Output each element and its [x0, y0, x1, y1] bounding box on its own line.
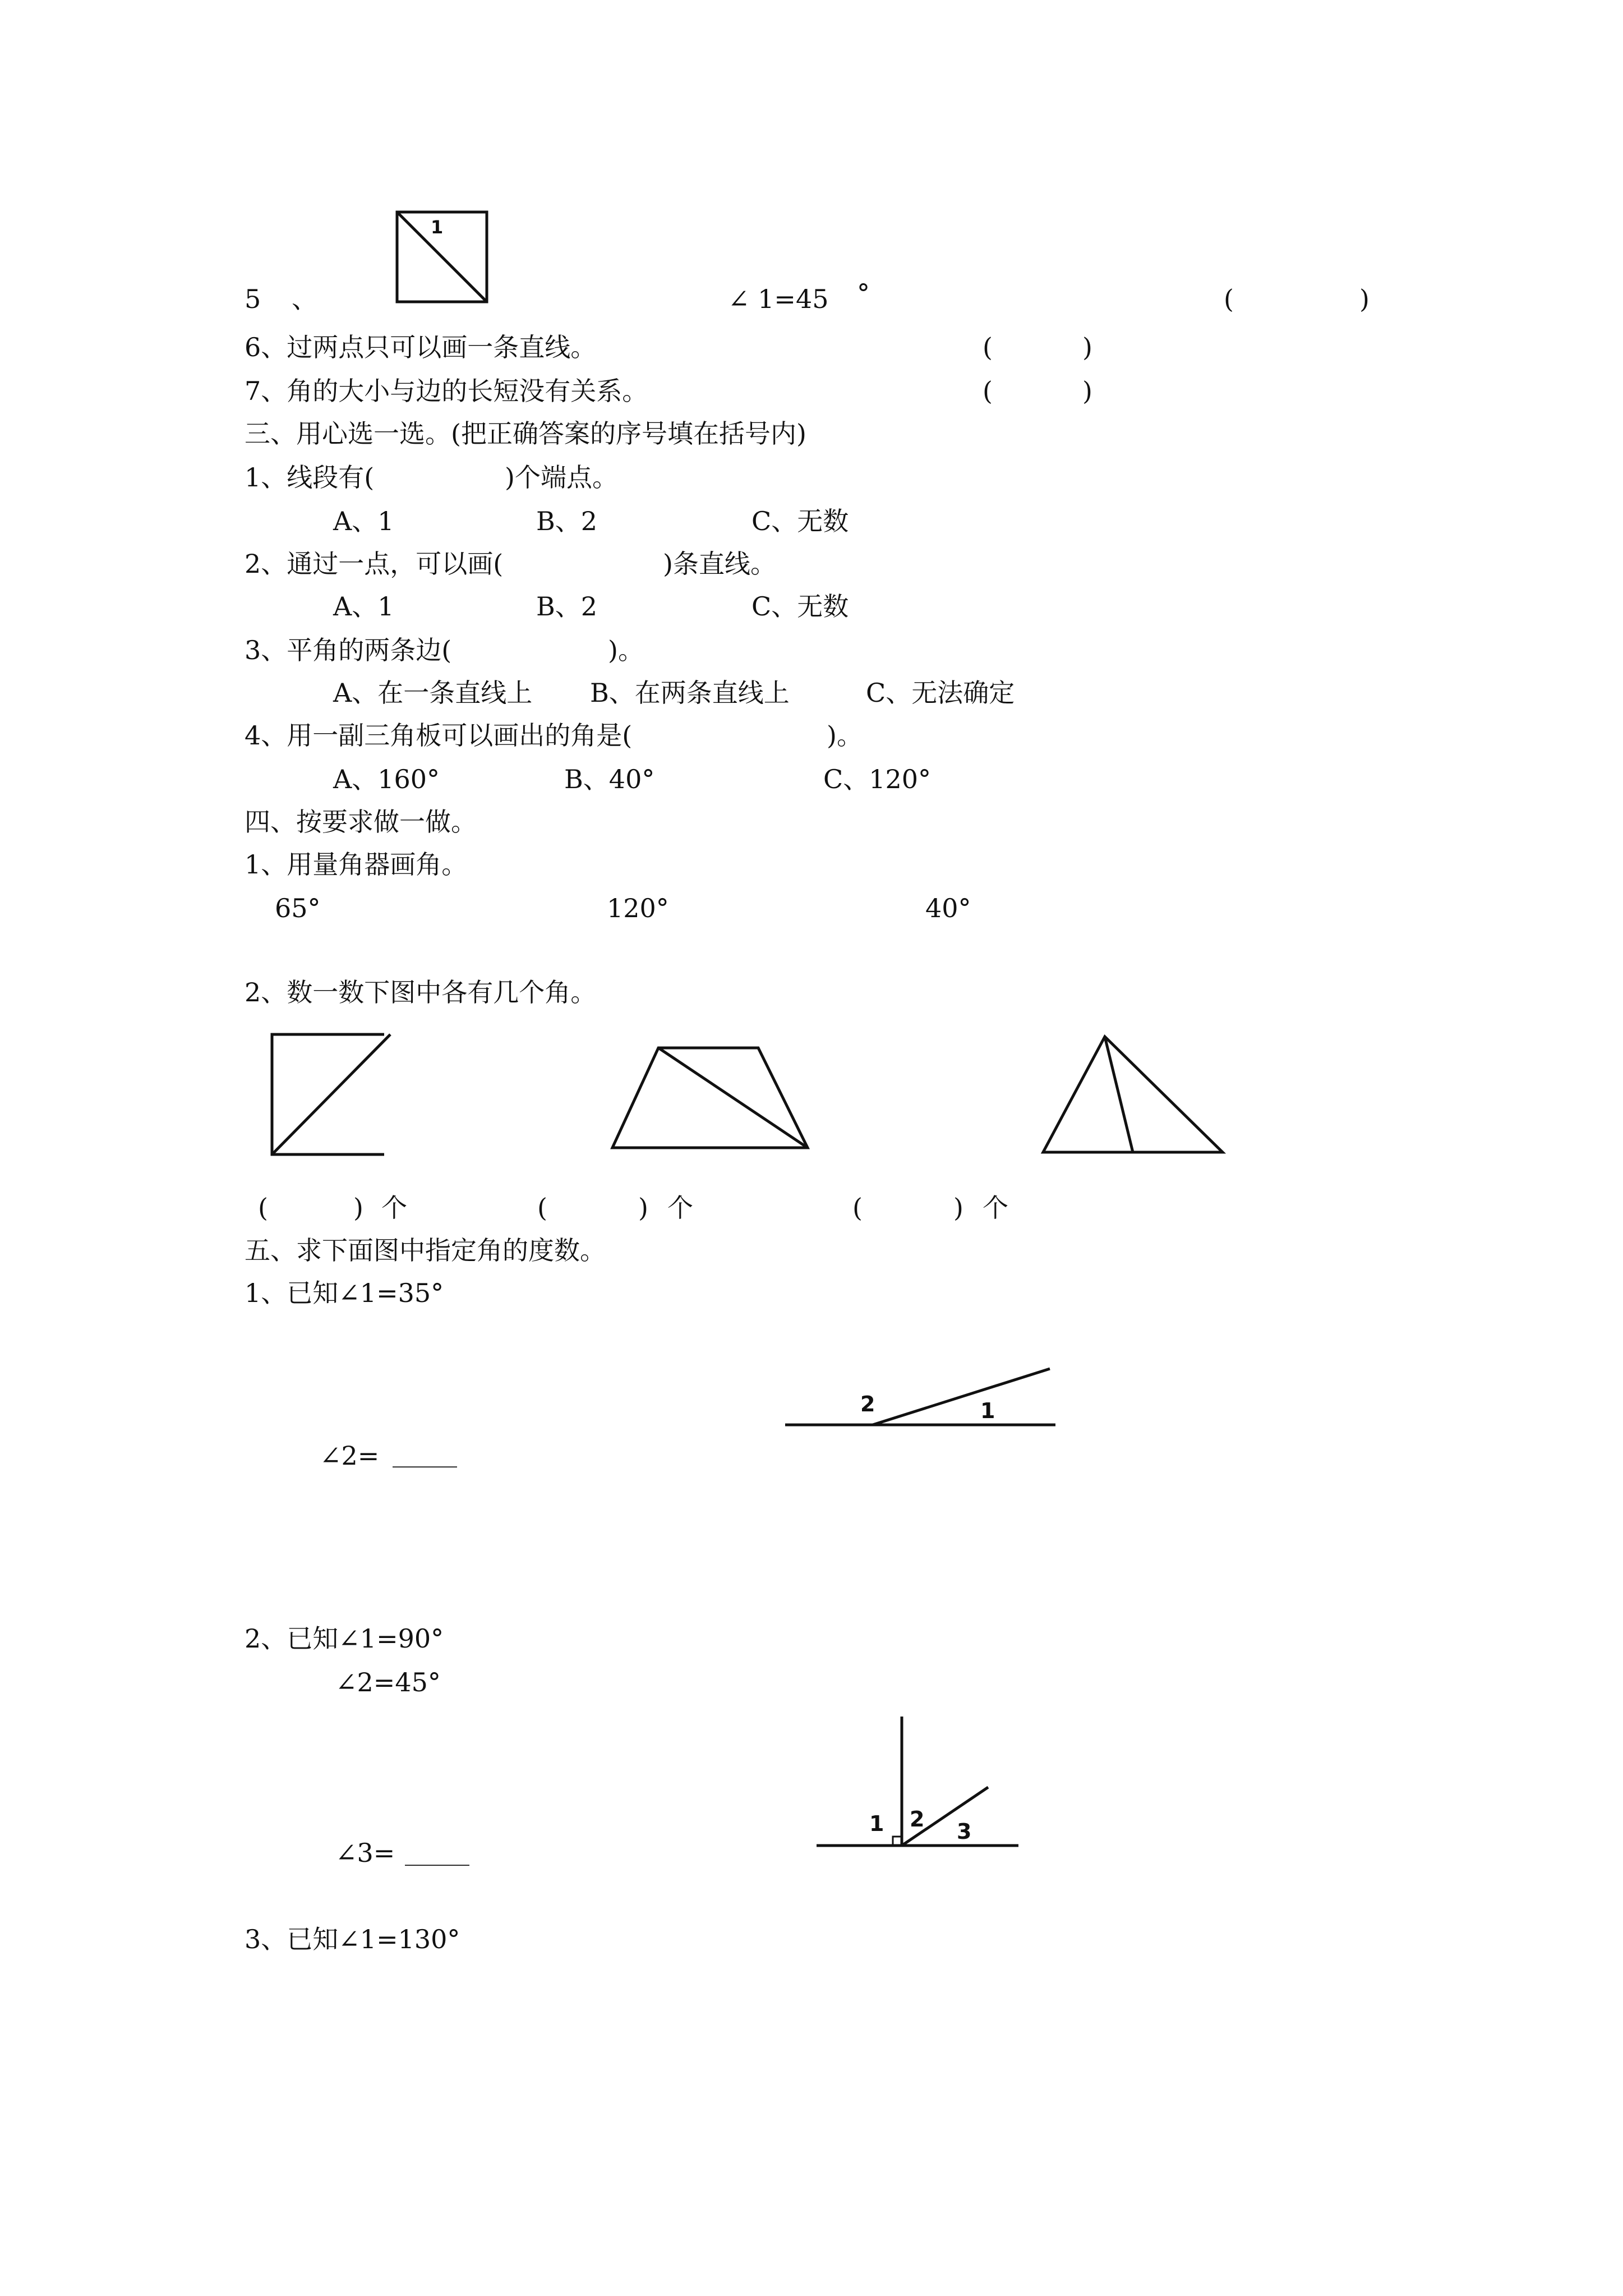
- s5-q2-figure: [813, 1713, 1026, 1853]
- s5-q2-given: 2、已知∠1=90°: [245, 1623, 444, 1654]
- s5-q1-ray: [873, 1369, 1050, 1425]
- s4-fig3-cevian: [1105, 1037, 1133, 1152]
- s4-q2-answer2-close[interactable]: ): [638, 1193, 648, 1223]
- s4-q2-answer1-unit: 个: [381, 1193, 407, 1223]
- s5-q2-ask: ∠3=: [335, 1838, 395, 1868]
- q5-number: 5: [245, 284, 261, 314]
- s5-q1-label-2: 2: [860, 1392, 875, 1416]
- s3-q1-option-c[interactable]: C、无数: [751, 506, 849, 536]
- s4-figure-triangle: [1039, 1032, 1229, 1159]
- s3-q2-option-c[interactable]: C、无数: [751, 591, 849, 622]
- s4-q2-text: 2、数一数下图中各有几个角。: [245, 977, 597, 1007]
- s3-q4-option-c[interactable]: C、120°: [823, 764, 931, 794]
- s4-q2-answer3-unit: 个: [983, 1193, 1008, 1223]
- s3-q4-stem-start: 4、用一副三角板可以画出的角是(: [245, 720, 633, 751]
- q6-answer-paren-open[interactable]: (: [983, 332, 993, 362]
- s4-fig3-outline: [1043, 1037, 1223, 1152]
- s3-q1-stem-start: 1、线段有(: [245, 462, 375, 493]
- s5-q1-figure: [783, 1362, 1058, 1435]
- s5-q3-given: 3、已知∠1=130°: [245, 1924, 460, 1954]
- s4-q1-angle-40: 40°: [925, 893, 971, 923]
- s5-q2-label-2: 2: [910, 1807, 925, 1832]
- s3-q1-option-a[interactable]: A、1: [333, 506, 394, 536]
- s4-q2-answer2-open[interactable]: (: [537, 1193, 547, 1223]
- s3-q2-stem-start: 2、通过一点，可以画(: [245, 549, 504, 579]
- s5-q2-label-3: 3: [957, 1819, 972, 1844]
- q5-degree: °: [857, 278, 870, 309]
- s4-q2-answer2-unit: 个: [667, 1193, 693, 1223]
- section4-heading: 四、按要求做一做。: [245, 807, 477, 837]
- q5-separator: 、: [292, 284, 317, 314]
- s3-q3-option-b[interactable]: B、在两条直线上: [590, 678, 790, 708]
- q5-statement: ∠ 1=45: [728, 284, 829, 314]
- s3-q2-option-a[interactable]: A、1: [333, 591, 394, 622]
- s4-figure-square-diagonal: [264, 1030, 398, 1162]
- s4-fig2-outline: [612, 1048, 808, 1148]
- q6-statement: 6、过两点只可以画一条直线。: [245, 332, 597, 362]
- section5-heading: 五、求下面图中指定角的度数。: [245, 1235, 606, 1266]
- s4-fig2-diagonal: [658, 1048, 808, 1148]
- q7-answer-paren-open[interactable]: (: [983, 376, 993, 406]
- s3-q1-stem-end: )个端点。: [505, 462, 618, 493]
- s4-figure-trapezoid: [607, 1043, 814, 1156]
- s3-q2-stem-end: )条直线。: [663, 549, 776, 579]
- s4-q2-answer1-open[interactable]: (: [258, 1193, 268, 1223]
- s5-q1-answer-blank[interactable]: _____: [393, 1437, 457, 1467]
- q5-answer-paren-open[interactable]: (: [1224, 284, 1234, 314]
- s5-q1-ask: ∠2=: [320, 1441, 380, 1471]
- q7-statement: 7、角的大小与边的长短没有关系。: [245, 376, 648, 406]
- s3-q2-option-b[interactable]: B、2: [536, 591, 598, 622]
- s3-q3-stem-start: 3、平角的两条边(: [245, 635, 452, 665]
- s5-q1-label-1: 1: [980, 1398, 995, 1423]
- s4-q2-answer1-close[interactable]: ): [353, 1193, 363, 1223]
- s3-q1-option-b[interactable]: B、2: [536, 506, 598, 536]
- s4-fig1-diagonal: [272, 1034, 390, 1154]
- s3-q3-stem-end: )。: [608, 635, 644, 665]
- s4-q2-answer3-open[interactable]: (: [852, 1193, 863, 1223]
- q7-answer-paren-close[interactable]: ): [1082, 376, 1092, 406]
- s3-q3-option-c[interactable]: C、无法确定: [866, 678, 1015, 708]
- s3-q4-option-a[interactable]: A、160°: [333, 764, 440, 794]
- s4-q1-text: 1、用量角器画角。: [245, 849, 468, 880]
- s3-q4-option-b[interactable]: B、40°: [564, 764, 655, 794]
- s3-q3-option-a[interactable]: A、在一条直线上: [333, 678, 533, 708]
- s4-q1-angle-65: 65°: [275, 893, 321, 923]
- section3-heading: 三、用心选一选。(把正确答案的序号填在括号内): [245, 418, 806, 449]
- s5-q1-given: 1、已知∠1=35°: [245, 1278, 444, 1308]
- q6-answer-paren-close[interactable]: ): [1082, 332, 1092, 362]
- s4-q2-answer3-close[interactable]: ): [953, 1193, 963, 1223]
- s5-q2-label-1: 1: [869, 1811, 884, 1836]
- q5-square-figure: [393, 208, 494, 306]
- q5-angle-label: 1: [431, 217, 444, 238]
- s4-q1-angle-120: 120°: [607, 893, 669, 923]
- s5-q2-answer-blank[interactable]: _____: [405, 1835, 469, 1866]
- s5-q2-given-angle2: ∠2=45°: [335, 1667, 441, 1697]
- q5-answer-paren-close[interactable]: ): [1359, 284, 1370, 314]
- s3-q4-stem-end: )。: [827, 720, 863, 751]
